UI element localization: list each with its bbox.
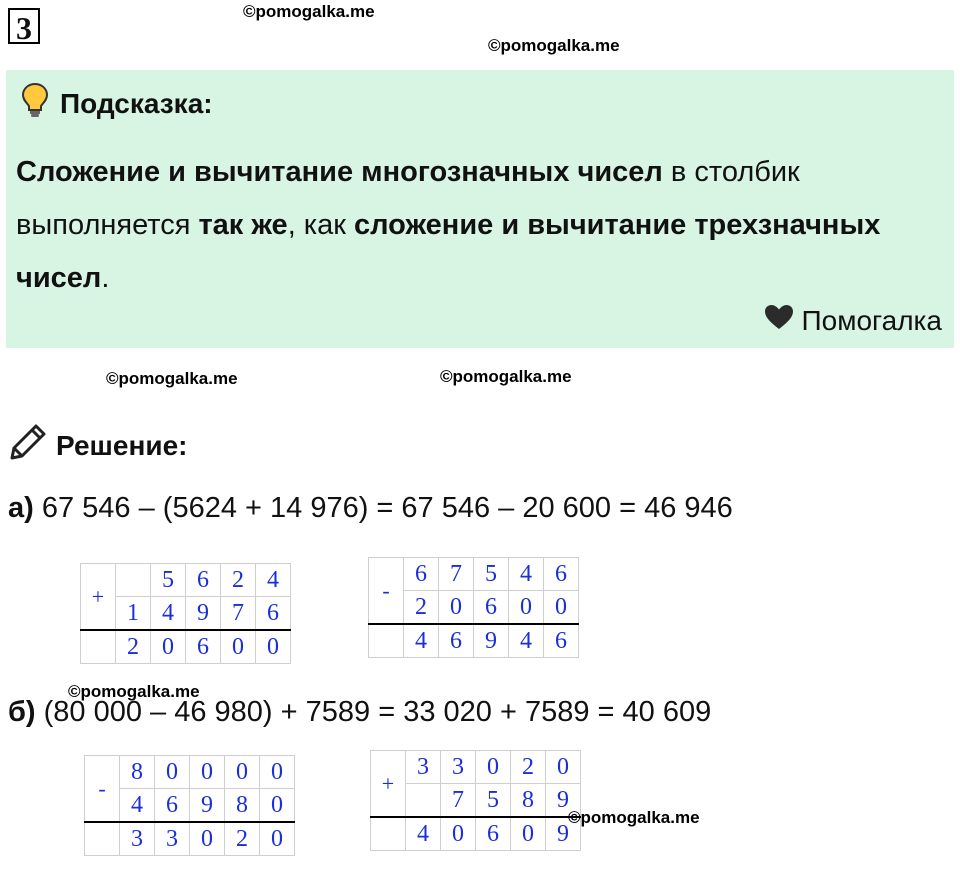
operator-sign: -	[85, 756, 120, 823]
operator-sign: +	[81, 564, 116, 631]
operator-sign: +	[371, 751, 406, 818]
hint-normal-1: в столбик выполняется	[16, 156, 800, 241]
signature	[764, 304, 942, 337]
hint-bold-3: сложение и вычитание трехзначных чисел	[16, 209, 881, 294]
expression-b-label: б)	[8, 696, 36, 728]
digit-cell: 6	[256, 597, 291, 631]
hint-text	[16, 146, 936, 305]
digit-cell: 4	[256, 564, 291, 597]
watermark: ©pomogalka.me	[440, 367, 572, 386]
column-calc-b2	[370, 750, 581, 851]
digit-cell: 3	[441, 751, 476, 784]
hint-title	[20, 82, 213, 125]
digit-cell: 0	[511, 817, 546, 851]
digit-cell: 8	[511, 784, 546, 818]
task-number: 3	[8, 8, 40, 44]
digit-cell: 4	[404, 624, 439, 658]
digit-cell: 0	[509, 591, 544, 625]
digit-cell: 1	[116, 597, 151, 631]
watermark: ©pomogalka.me	[68, 682, 200, 701]
digit-cell: 9	[474, 624, 509, 658]
expression-a	[8, 492, 733, 525]
digit-cell: 0	[439, 591, 474, 625]
digit-cell: 4	[509, 624, 544, 658]
column-calc-a2	[368, 557, 579, 658]
digit-cell: 0	[441, 817, 476, 851]
column-calc-a1	[80, 563, 291, 664]
hint-end: .	[101, 262, 110, 294]
watermark: ©pomogalka.me	[106, 369, 238, 388]
hint-title-text: Подсказка:	[60, 87, 213, 119]
solution-title-text: Решение:	[56, 429, 188, 461]
digit-cell: 9	[190, 789, 225, 823]
operator-sign: -	[369, 558, 404, 625]
expression-b-text: (80 000 – 46 980) + 7589 = 33 020 + 7589 = 40 609	[35, 696, 712, 728]
digit-cell: 9	[186, 597, 221, 631]
digit-cell: 5	[476, 784, 511, 818]
digit-cell: 6	[186, 564, 221, 597]
digit-cell: 7	[439, 558, 474, 591]
expression-a-label: а)	[8, 492, 34, 524]
digit-cell: 8	[225, 789, 260, 823]
expression-a-text: 67 546 – (5624 + 14 976) = 67 546 – 20 600 = 46 946	[33, 492, 733, 524]
digit-cell: 7	[441, 784, 476, 818]
digit-cell: 3	[155, 822, 190, 856]
digit-cell: 0	[260, 822, 295, 856]
hint-bold-1: Сложение и вычитание многозначных чисел	[16, 156, 663, 188]
digit-cell: 5	[151, 564, 186, 597]
digit-cell: 0	[544, 591, 579, 625]
digit-cell: 6	[474, 591, 509, 625]
digit-cell: 6	[544, 624, 579, 658]
digit-cell: 0	[151, 630, 186, 664]
pencil-icon	[8, 422, 48, 469]
signature-text: Помогалка	[801, 304, 942, 336]
solution-title	[8, 422, 187, 469]
digit-cell: 2	[116, 630, 151, 664]
digit-cell: 6	[404, 558, 439, 591]
digit-cell: 4	[509, 558, 544, 591]
watermark: ©pomogalka.me	[243, 2, 375, 21]
digit-cell: 6	[476, 817, 511, 851]
digit-cell: 6	[439, 624, 474, 658]
digit-cell: 4	[151, 597, 186, 631]
digit-cell: 0	[221, 630, 256, 664]
digit-cell: 3	[120, 822, 155, 856]
digit-cell: 2	[221, 564, 256, 597]
digit-cell: 3	[406, 751, 441, 784]
digit-cell: 0	[190, 756, 225, 789]
empty-cell	[81, 630, 116, 664]
digit-cell	[116, 564, 151, 597]
digit-cell: 4	[120, 789, 155, 823]
digit-cell: 0	[546, 751, 581, 784]
digit-cell: 6	[155, 789, 190, 823]
digit-cell: 4	[406, 817, 441, 851]
digit-cell: 0	[225, 756, 260, 789]
digit-cell	[406, 784, 441, 818]
digit-cell: 6	[186, 630, 221, 664]
digit-cell: 6	[544, 558, 579, 591]
column-calc-b1	[84, 755, 295, 856]
digit-cell: 7	[221, 597, 256, 631]
digit-cell: 8	[120, 756, 155, 789]
heart-icon	[764, 304, 794, 337]
digit-cell: 0	[256, 630, 291, 664]
digit-cell: 9	[546, 817, 581, 851]
digit-cell: 0	[155, 756, 190, 789]
hint-bold-2: так же	[198, 209, 288, 241]
digit-cell: 0	[260, 756, 295, 789]
empty-cell	[371, 817, 406, 851]
empty-cell	[85, 822, 120, 856]
digit-cell: 2	[511, 751, 546, 784]
digit-cell: 2	[404, 591, 439, 625]
digit-cell: 0	[190, 822, 225, 856]
digit-cell: 9	[546, 784, 581, 818]
digit-cell: 5	[474, 558, 509, 591]
watermark: ©pomogalka.me	[568, 808, 700, 827]
digit-cell: 0	[476, 751, 511, 784]
lightbulb-icon	[20, 82, 50, 125]
empty-cell	[369, 624, 404, 658]
digit-cell: 0	[260, 789, 295, 823]
watermark: ©pomogalka.me	[488, 36, 620, 55]
hint-normal-2: , как	[287, 209, 354, 241]
digit-cell: 2	[225, 822, 260, 856]
